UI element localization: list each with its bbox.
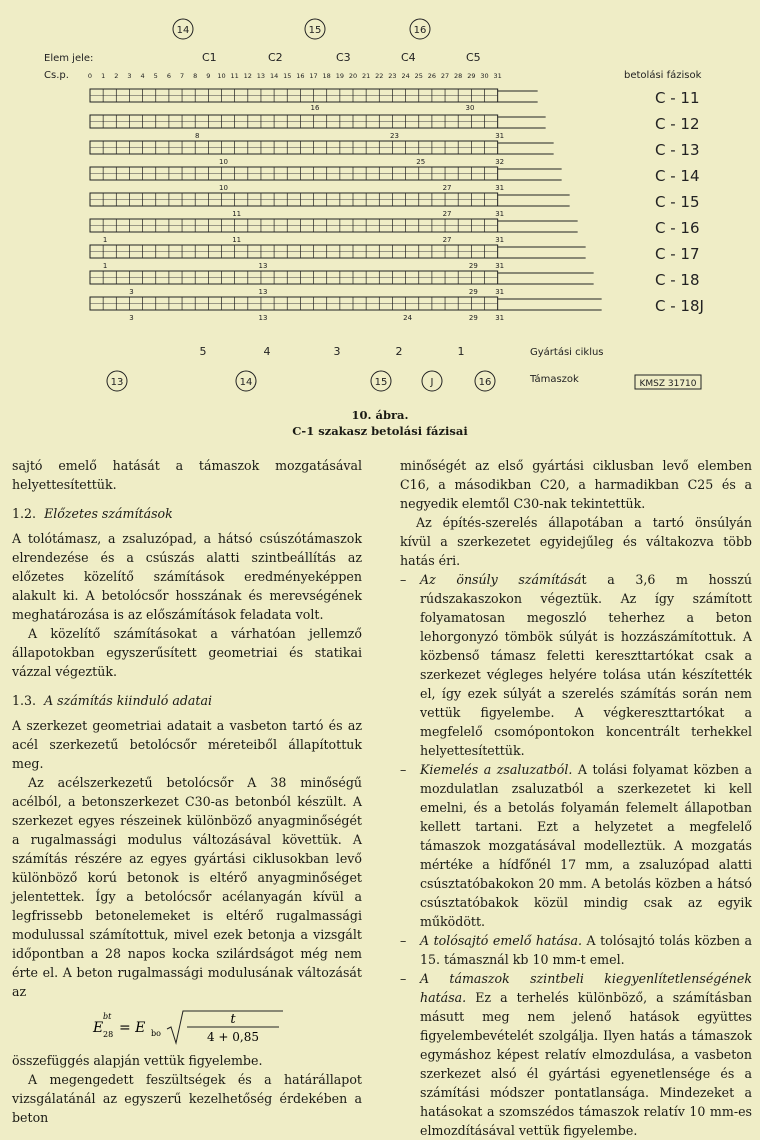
tick-label: 21 [362,72,371,80]
phase-label: C - 13 [655,141,700,159]
support-mark: 3 [129,314,134,322]
paragraph: sajtó emelő hatását a támaszok mozgatásával helyettesítettük. [12,458,362,492]
phase-label: C - 16 [655,219,700,237]
tick-label: 22 [375,72,384,80]
tick-label: 24 [401,72,410,80]
tick-label: 30 [480,72,489,80]
tick-label: 11 [230,72,239,80]
tick-label: 26 [427,72,437,80]
element-code: C4 [401,51,416,64]
support-mark: 30 [465,104,475,112]
tick-label: 16 [296,72,305,80]
support-number: 13 [110,377,124,388]
element-code: C1 [202,51,217,64]
svg-text:E: E [93,1020,104,1036]
support-mark: 31 [495,314,505,322]
support-mark: 27 [442,210,452,218]
support-mark: 31 [495,262,505,270]
stamp-text: KMSZ 31710 [639,379,697,389]
paragraph: A közelítő számításokat a várhatóan jellemző állapotokban egyszerűsített geometriai és statikai vázzal végeztük. [12,626,362,679]
support-number: 14 [239,377,253,388]
support-mark: 13 [258,288,268,296]
tick-label: 13 [256,72,266,80]
list-item: – A tolósajtó emelő hatása. A tolósajtó tolás közben a 15. támasznál kb 10 mm-t emel. [400,933,752,967]
phase-label: C - 15 [655,193,700,211]
support-mark: 31 [495,210,505,218]
tick-label: 19 [335,72,344,80]
list-item: – Az önsúly számítását a 3,6 m hosszú rúdszakaszokon végeztük. Az így számított folyamatosan megoszló teherhez a beton lehorgonyzó tömbök súlyát is hozzászámítottuk. A közbenső támasz feletti kereszttartókat csak a szerkezet végleges helyére tolása után készítették el, így ezek súlyát a szerelés számítás során nem vettük figyelembe. A végkereszttartókat a megfelelő csomópontokon koncentrált terhekkel helyettesítettük. [400,572,753,758]
tick-label: 20 [348,72,358,80]
tick-label: 6 [166,72,171,80]
support-mark: 3 [129,288,134,296]
paragraph: A tolótámasz, a zsaluzópad, a hátsó csúszótámaszok elrendezése és a csúszás alatti szintbeállítás az előzetes közelítő számítások eredményeképpen alakult ki. A betolócsőr hosszának és merevségének meghatározása is az előszámítások feladata volt. [12,531,362,622]
support-mark: 24 [403,314,413,322]
support-mark: 31 [495,288,505,296]
list-item: – Kiemelés a zsaluzatból. A tolási folyamat közben a mozdulatlan zsaluzatból a szerkezetet ki kell emelni, és a betolás folyamán felemelt állapotban kellett tartani. Ezt a helyzetet a megfelelő támaszok mozgatásával modelleztük. A mozgatás mértéke a hídfőnél 17 mm, a zsaluzópad alatti csúsztatóbakokon 20 mm. A betolás közben a hátsó csúsztatóbakok közül mindig csak az egyik működött. [400,762,752,929]
support-mark: 27 [442,184,452,192]
element-code: C5 [466,51,481,64]
tick-label: 9 [206,72,211,80]
support-number: 16 [478,377,492,388]
support-mark: 29 [468,314,478,322]
tick-label: 0 [87,72,93,80]
paragraph: A megengedett feszültségek és a határállapot vizsgálatánál az egyszerű kezelhetőség érdekében a beton [12,1072,362,1125]
support-mark: 13 [258,262,268,270]
figure-title: C-1 szakasz betolási fázisai [292,424,468,438]
support-number: 14 [176,25,190,36]
svg-text:= E: = E [119,1020,146,1036]
element-code: C2 [268,51,283,64]
cycle-number: 4 [263,345,271,358]
cycle-number: 5 [199,345,207,358]
left-column [12,456,362,1127]
phase-label: C - 12 [655,115,700,133]
support-mark: 29 [468,262,478,270]
tick-label: 27 [440,72,450,80]
paragraph: összefüggés alapján vettük figyelembe. [12,1053,263,1068]
support-number: J [430,377,434,388]
cycle-number: 3 [333,345,341,358]
support-mark: 1 [102,236,108,244]
tick-label: 5 [153,72,158,80]
svg-text:4 + 0,85: 4 + 0,85 [206,1030,260,1044]
svg-text:bt: bt [103,1012,112,1021]
tick-label: 15 [283,72,292,80]
svg-text:bo: bo [151,1029,161,1038]
phase-label: C - 18 [655,271,700,289]
tick-label: 25 [414,72,423,80]
element-code: C3 [336,51,351,64]
tick-label: 7 [179,72,185,80]
support-mark: 31 [495,184,505,192]
phases-title: betolási fázisok [624,70,702,81]
tick-label: 12 [243,72,252,80]
support-mark: 10 [219,158,228,166]
support-number: 15 [308,25,322,36]
list-item: – A támaszok szintbeli kiegyenlítetlenségének hatása. Ez a terhelés különböző, a számításban másutt meg nem jelenő hatások együttes figyelembevételét szolgálja. Ilyen hatás a támaszok egymáshoz képest relatív elmozdulása, a vasbeton szerkezet alsó él gyártási egyenetlensége és a számítási módszer pontatlansága. Mindezeket a hatásokat a szomszédos támaszok relatív 10 mm-es elmozdításával vettük figyelembe. [400,971,752,1138]
cycles-label: Gyártási ciklus [530,347,604,358]
tick-label: 8 [193,72,198,80]
section-heading-1-2: 1.2. Előzetes számítások [12,506,173,521]
support-mark: 25 [416,158,426,166]
svg-text:28: 28 [103,1030,114,1039]
support-number: 15 [374,377,388,388]
tick-label: 18 [322,72,331,80]
cs-label: Cs.p. [44,70,69,81]
tick-label: 3 [127,72,132,80]
svg-text:t: t [230,1012,236,1027]
phase-label: C - 17 [655,245,700,263]
tick-label: 14 [269,72,279,80]
support-mark: 32 [495,158,505,166]
tick-label: 2 [114,72,119,80]
betolasi-fazisok-figure [0,0,760,400]
support-mark: 8 [194,132,200,140]
phase-label: C - 14 [655,167,700,185]
tick-label: 4 [140,72,145,80]
phase-label: C - 18J [655,297,704,315]
support-mark: 11 [232,210,242,218]
cycle-number: 1 [457,345,465,358]
phase-label: C - 11 [655,89,700,107]
elasticity-formula [12,1007,362,1047]
tick-label: 31 [493,72,502,80]
tick-label: 29 [467,72,476,80]
support-number: 16 [413,25,427,36]
paragraph: Az acélszerkezetű betolócsőr A 38 minőségű acélból, a betonszerkezet C30-as betonból készült. A szerkezet egyes részeinek különböző anyagminőségét a rugalmassági modulus változásával követtük. A számítás részére az egyes gyártási ciklusokban levő különböző korú betonok is eltérő anyagminőséget jelentettek. Így a betolócsőr acélanyagán kívül a legfrissebb betonelemeket is eltérő rugalmassági modulussal számítottuk, mivel ezek betonja a vizsgált időpontban a 28 napos kocka szilárdságot még nem érte el. A beton rugalmassági modulusának változását az [12,775,362,999]
support-mark: 16 [310,104,320,112]
tick-label: 17 [309,72,318,80]
tick-label: 10 [217,72,226,80]
cycle-number: 2 [395,345,403,358]
supports-label: Támaszok [530,374,579,385]
paragraph: Az építés-szerelés állapotában a tartó önsúlyán kívül a szerkezetet egyidejűleg és váltakozva több hatás éri. [400,515,752,568]
support-mark: 11 [232,236,242,244]
support-mark: 23 [389,132,399,140]
support-mark: 31 [495,132,505,140]
paragraph: minőségét az első gyártási ciklusban levő elemben C16, a másodikban C20, a harmadikban C25 és a negyedik elemtől C30-nak tekintettük. [400,458,752,511]
section-heading-1-3: 1.3. A számítás kiinduló adatai [12,693,213,708]
support-mark: 13 [258,314,268,322]
tick-label: 28 [454,72,463,80]
support-mark: 1 [102,262,108,270]
tick-label: 23 [388,72,397,80]
right-column [400,456,752,1140]
support-mark: 31 [495,236,505,244]
tick-label: 1 [101,72,106,80]
paragraph: A szerkezet geometriai adatait a vasbeton tartó és az acél szerkezetű betolócsőr méreteiből állapítottuk meg. [12,718,362,771]
elem-label: Elem jele: [44,53,94,64]
support-mark: 10 [219,184,228,192]
figure-number: 10. ábra. [351,408,409,422]
support-mark: 27 [442,236,452,244]
support-mark: 29 [468,288,478,296]
